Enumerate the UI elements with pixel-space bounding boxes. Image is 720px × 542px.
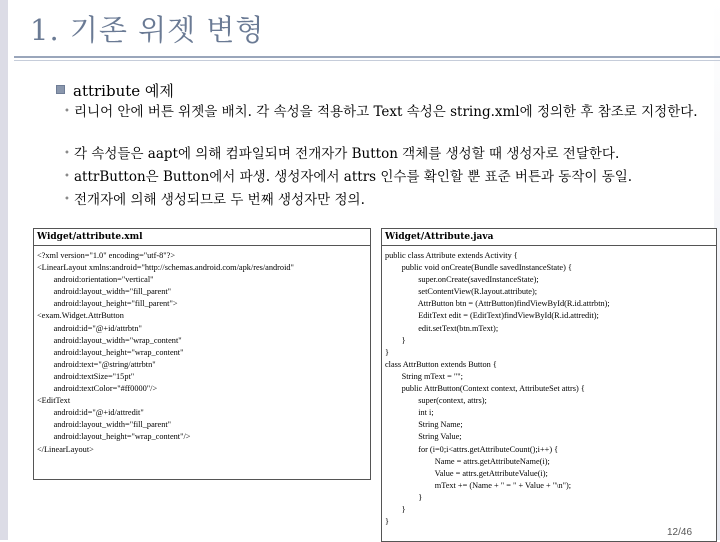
page-number: 12/46 [667, 527, 693, 538]
bullet-dot-icon: • [64, 194, 70, 205]
java-code-body: public class Attribute extends Activity { public void onCreate(Bundle savedInstanceState) { super.onCreate(savedInstanceState); setContentView(R.layout.attribute); AttrButton btn = (AttrButton)findViewById(R.id.attrbtn); EditText edit = (EditText)findViewById(R.id.attredit); edit.setText(btn.mText); } } class AttrButton extends Button { String mText = ""; public AttrButton(Context context, AttributeSet attrs) { super(context, attrs); int i; String Name; String Value; for (i=0;i<attrs.getAttributeCount();i++) { Name = attrs.getAttributeName(i); Value = attrs.getAttributeValue(i); mText += (Name + " = " + Value + "\n"); } } } [385, 251, 610, 527]
bullet-item-1 [64, 102, 704, 122]
bullet-dot-icon: • [64, 148, 70, 159]
square-bullet-icon [56, 85, 65, 94]
java-code-box [381, 228, 717, 542]
title-divider-thin [14, 60, 720, 61]
bullet-item-4 [64, 190, 704, 210]
java-code-header: Widget/Attribute.java [382, 229, 716, 246]
bullet-dot-icon: • [64, 171, 70, 182]
xml-code-box [33, 228, 371, 480]
section-heading-text: attribute 예제 [73, 82, 174, 100]
bullet-text: 각 속성들은 aapt에 의해 컴파일되며 전개자가 Button 객체를 생성할 때 생성자로 전달한다. [74, 146, 620, 162]
slide-title: 1. 기존 위젯 변형 [30, 13, 265, 47]
section-heading [56, 80, 174, 101]
bullet-dot-icon: • [64, 106, 70, 117]
xml-code-header: Widget/attribute.xml [34, 229, 370, 246]
bullet-item-3 [64, 167, 704, 187]
title-divider [14, 56, 720, 58]
bullet-item-2 [64, 144, 704, 164]
bullet-text: 전개자에 의해 생성되므로 두 번째 생성자만 정의. [74, 192, 365, 208]
bullet-text: attrButton은 Button에서 파생. 생성자에서 attrs 인수를 확인할 뿐 표준 버튼과 동작이 동일. [74, 169, 633, 185]
xml-code-body: <?xml version="1.0" encoding="utf-8"?> <LinearLayout xmlns:android="http://schemas.android.com/apk/res/android" android:orientation="vertical" android:layout_width="fill_parent" android:layout_height="fill_parent"> <exam.Widget.AttrButton android:id="@+id/attrbtn" android:layout_width="wrap_content" android:layout_height="wrap_content" android:text="@string/attrbtn" android:textSize="15pt" android:textColor="#ff0000"/> <EditText android:id="@+id/attredit" android:layout_width="fill_parent" android:layout_height="wrap_content"/> </LinearLayout> [37, 251, 294, 454]
bullet-text: 리니어 안에 버튼 위젯을 배치. 각 속성을 적용하고 Text 속성은 string.xml에 정의한 후 참조로 지정한다. [74, 104, 698, 120]
left-accent-bar [0, 0, 8, 540]
